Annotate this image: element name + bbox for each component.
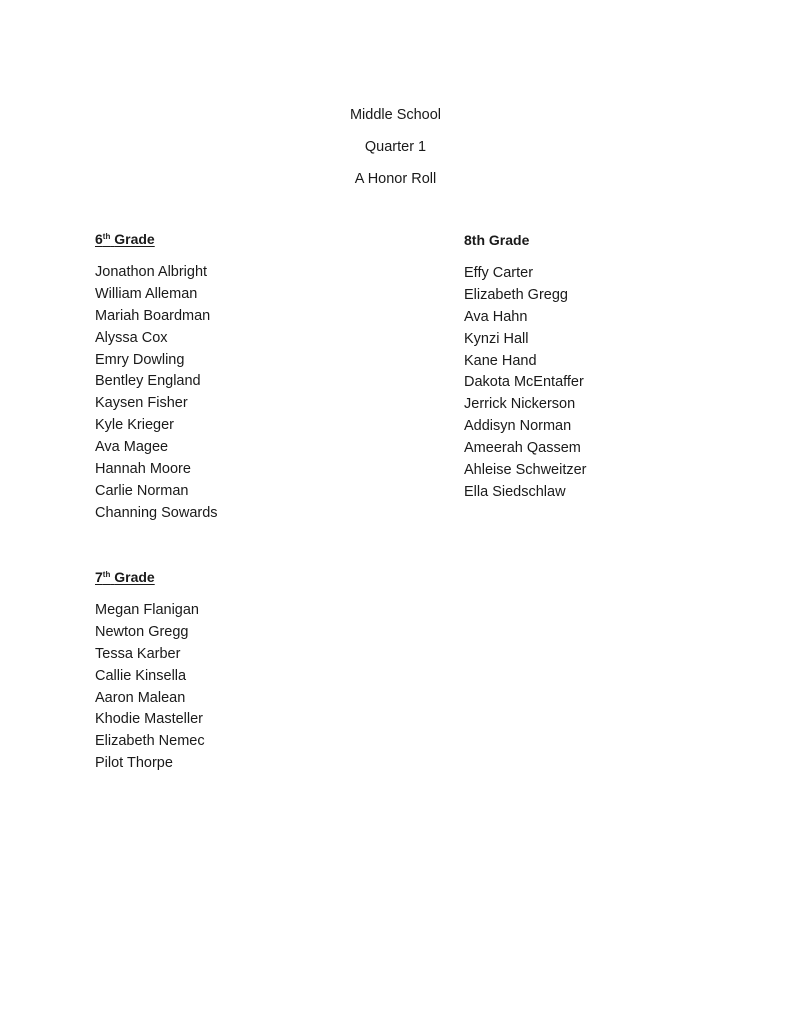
student-name: Kynzi Hall (464, 330, 529, 347)
document-header (0, 99, 791, 196)
grade-7-heading (95, 568, 205, 586)
student-name: Bentley England (95, 373, 201, 390)
student-name: Dakota McEntaffer (464, 374, 584, 391)
student-name: Kaysen Fisher (95, 395, 188, 412)
student-name: Jerrick Nickerson (464, 396, 576, 413)
student-name: Pilot Thorpe (95, 755, 173, 772)
grade-7-number: 7 (95, 569, 103, 585)
grade-7-section (95, 568, 205, 775)
honor-roll-title: A Honor Roll (354, 171, 437, 188)
grade-8-heading: 8th Grade (464, 232, 530, 248)
grade-6-ordinal-suffix: th (102, 232, 111, 241)
grade-8-student-list (464, 263, 587, 504)
student-name: Mariah Boardman (95, 307, 211, 324)
student-name: Ava Magee (95, 439, 169, 456)
grade-6-section (95, 230, 218, 525)
grade-7-student-list (95, 600, 205, 775)
student-name: Alyssa Cox (95, 329, 168, 346)
student-name: Channing Sowards (95, 504, 218, 521)
student-name: Carlie Norman (95, 482, 189, 499)
grade-6-label: Grade (114, 231, 155, 247)
student-name: Aaron Malean (95, 689, 186, 706)
student-name: Ava Hahn (464, 308, 528, 325)
student-name: Elizabeth Nemec (95, 733, 205, 750)
quarter-title: Quarter 1 (364, 139, 427, 156)
student-name: Jonathon Albright (95, 264, 208, 280)
grade-6-number: 6 (95, 231, 103, 247)
student-name: Ahleise Schweitzer (464, 462, 587, 479)
student-name: Elizabeth Gregg (464, 286, 568, 303)
grade-6-heading (95, 230, 218, 248)
student-name: Emry Dowling (95, 351, 185, 368)
school-title: Middle School (349, 107, 442, 123)
grade-7-ordinal-suffix: th (102, 570, 111, 579)
grade-6-student-list (95, 262, 218, 525)
student-name: Newton Gregg (95, 623, 189, 640)
grade-8-section (464, 231, 587, 504)
student-name: Ameerah Qassem (464, 440, 581, 457)
student-name: Addisyn Norman (464, 418, 572, 435)
student-name: Effy Carter (464, 265, 534, 281)
student-name: William Alleman (95, 285, 198, 302)
student-name: Hannah Moore (95, 461, 191, 478)
student-name: Callie Kinsella (95, 667, 187, 684)
student-name: Khodie Masteller (95, 711, 203, 728)
student-name: Kyle Krieger (95, 417, 174, 434)
student-name: Ella Siedschlaw (464, 483, 566, 500)
grade-7-label: Grade (114, 569, 155, 585)
student-name: Kane Hand (464, 352, 537, 369)
student-name: Megan Flanigan (95, 602, 199, 618)
student-name: Tessa Karber (95, 645, 181, 662)
